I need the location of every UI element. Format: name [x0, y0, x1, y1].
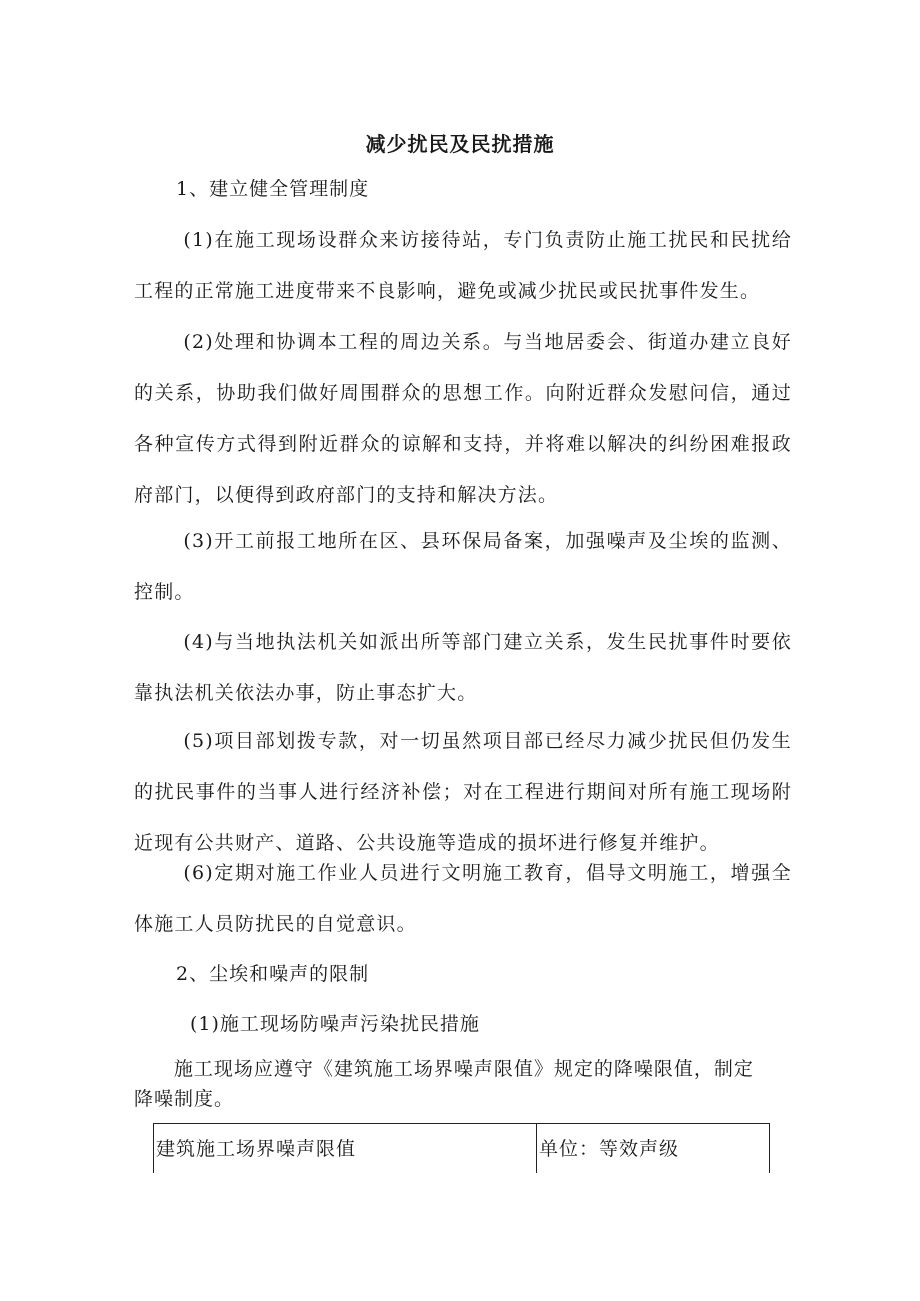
noise-limit-table	[153, 1123, 770, 1173]
paragraph-noise-limits: 施工现场应遵守《建筑施工场界噪声限值》规定的降噪限值，制定降噪制度。	[134, 1058, 754, 1110]
section-heading-1: 1、建立健全管理制度	[176, 178, 370, 200]
paragraph-item-2: (2)处理和协调本工程的周边关系。与当地居委会、街道办建立良好的关系，协助我们做好周围群众的思想工作。向附近群众发慰问信，通过各种宣传方式得到附近群众的谅解和支持，并将难以解决的纠纷困难报政府部门，以便得到政府部门的支持和解决方法。	[134, 331, 792, 506]
section-heading-2: 2、尘埃和噪声的限制	[176, 963, 370, 985]
page-title: 减少扰民及民扰措施	[365, 132, 555, 156]
table-header-row	[154, 1124, 770, 1174]
paragraph-item-3: (3)开工前报工地所在区、县环保局备案，加强噪声及尘埃的监测、控制。	[134, 530, 792, 603]
subheading-noise: (1)施工现场防噪声污染扰民措施	[190, 1013, 480, 1035]
table-header-cell: 建筑施工场界噪声限值	[154, 1124, 537, 1174]
paragraph-item-6: (6)定期对施工作业人员进行文明施工教育，倡导文明施工，增强全体施工人员防扰民的自觉意识。	[134, 862, 792, 935]
paragraph-item-5: (5)项目部划拨专款，对一切虽然项目部已经尽力减少扰民但仍发生的扰民事件的当事人进行经济补偿；对在工程进行期间对所有施工现场附近现有公共财产、道路、公共设施等造成的损坏进行修复并维护。	[134, 730, 792, 854]
table-header-cell: 单位：等效声级	[537, 1124, 770, 1174]
paragraph-item-1: (1)在施工现场设群众来访接待站，专门负责防止施工扰民和民扰给工程的正常施工进度带来不良影响，避免或减少扰民或民扰事件发生。	[134, 229, 792, 302]
paragraph-item-4: (4)与当地执法机关如派出所等部门建立关系，发生民扰事件时要依靠执法机关依法办事，防止事态扩大。	[134, 631, 792, 704]
